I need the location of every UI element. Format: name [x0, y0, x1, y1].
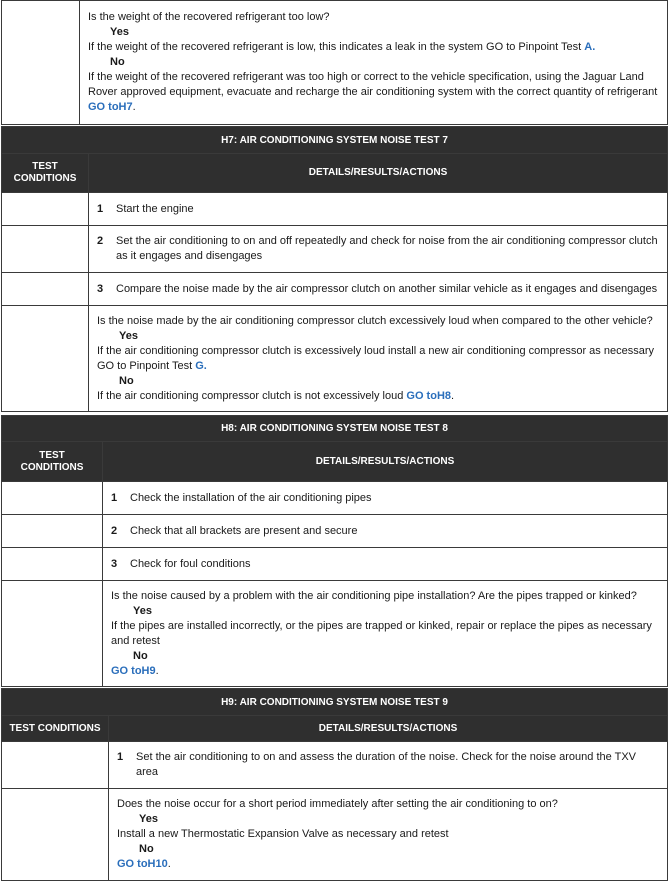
- question: Is the weight of the recovered refrigerant too low?: [88, 11, 330, 23]
- yes-action: Install a new Thermostatic Expansion Valve as necessary and retest: [117, 828, 449, 840]
- question: Does the noise occur for a short period immediately after setting the air conditioning to on?: [117, 798, 558, 810]
- h7-step-2: 2 Set the air conditioning to on and off repeatedly and check for noise from the air conditioning compressor clutch as it engages and disengages: [89, 226, 668, 273]
- h9-col-test-conditions: TEST CONDITIONS: [2, 716, 109, 742]
- h8-table: [1, 415, 668, 687]
- no-action: GO toH9.: [111, 664, 159, 677]
- yes-action: If the weight of the recovered refrigerant is low, this indicates a leak in the system GO to Pinpoint Test A.: [88, 41, 596, 53]
- yes-label: Yes: [139, 813, 158, 825]
- yes-action: If the pipes are installed incorrectly, or the pipes are trapped or kinked, repair or replace the pipes as necessary and retest: [111, 619, 652, 647]
- h8-step-1: 1 Check the installation of the air conditioning pipes: [103, 482, 668, 515]
- yes-action: If the air conditioning compressor clutch is excessively loud install a new air conditioning compressor as necessary GO to Pinpoint Test G.: [97, 344, 654, 372]
- pinpoint-test-a-link[interactable]: A.: [584, 41, 596, 53]
- yes-label: Yes: [133, 604, 152, 617]
- h9-step-1: 1 Set the air conditioning to on and assess the duration of the noise. Check for the noise around the TXV area: [109, 742, 668, 789]
- h8-step-2: 2 Check that all brackets are present and secure: [103, 515, 668, 548]
- no-label: No: [110, 56, 125, 68]
- h9-result-cell: [109, 789, 668, 881]
- yes-label: Yes: [119, 329, 138, 342]
- go-to-h8-link[interactable]: GO toH8: [406, 389, 452, 402]
- h7-step-1: 1 Start the engine: [89, 193, 668, 226]
- h7-result-cell: [89, 306, 668, 412]
- no-action: GO toH10.: [117, 858, 171, 870]
- go-to-h7-link[interactable]: GO toH7: [88, 101, 133, 113]
- question: Is the noise caused by a problem with the air conditioning pipe installation? Are the pipes trapped or kinked?: [111, 589, 637, 602]
- h7-table: [1, 126, 668, 412]
- test-conditions-cell: [2, 1, 80, 125]
- h8-col-details: DETAILS/RESULTS/ACTIONS: [103, 442, 668, 482]
- no-label: No: [139, 843, 154, 855]
- no-action: If the air conditioning compressor clutch is not excessively loud GO toH8.: [97, 389, 455, 402]
- h7-col-details: DETAILS/RESULTS/ACTIONS: [89, 154, 668, 193]
- no-label: No: [119, 374, 134, 387]
- result-cell: [80, 1, 668, 125]
- h8-col-test-conditions: TEST CONDITIONS: [2, 442, 103, 482]
- no-label: No: [133, 649, 148, 662]
- h9-col-details: DETAILS/RESULTS/ACTIONS: [109, 716, 668, 742]
- pinpoint-test-g-link[interactable]: G.: [195, 359, 207, 372]
- h8-step-3: 3 Check for foul conditions: [103, 548, 668, 581]
- h9-table: [1, 688, 668, 881]
- h9-title: H9: AIR CONDITIONING SYSTEM NOISE TEST 9: [2, 689, 668, 716]
- h8-title: H8: AIR CONDITIONING SYSTEM NOISE TEST 8: [2, 416, 668, 442]
- question: Is the noise made by the air conditioning compressor clutch excessively loud when compared to the other vehicle?: [97, 314, 653, 327]
- yes-label: Yes: [110, 26, 129, 38]
- h6-continuation-table: [1, 0, 668, 125]
- h7-step-3: 3 Compare the noise made by the air compressor clutch on another similar vehicle as it engages and disengages: [89, 273, 668, 306]
- h8-result-cell: [103, 581, 668, 687]
- go-to-h9-link[interactable]: GO toH9: [111, 664, 156, 677]
- h7-col-test-conditions: TEST CONDITIONS: [2, 154, 89, 193]
- h7-title: H7: AIR CONDITIONING SYSTEM NOISE TEST 7: [2, 127, 668, 154]
- go-to-h10-link[interactable]: GO toH10: [117, 858, 168, 870]
- no-action: If the weight of the recovered refrigerant was too high or correct to the vehicle specification, using the Jaguar Land Rover approved equipment, evacuate and recharge the air conditioning system with the correct quantity of refrigerant GO toH7.: [88, 71, 658, 113]
